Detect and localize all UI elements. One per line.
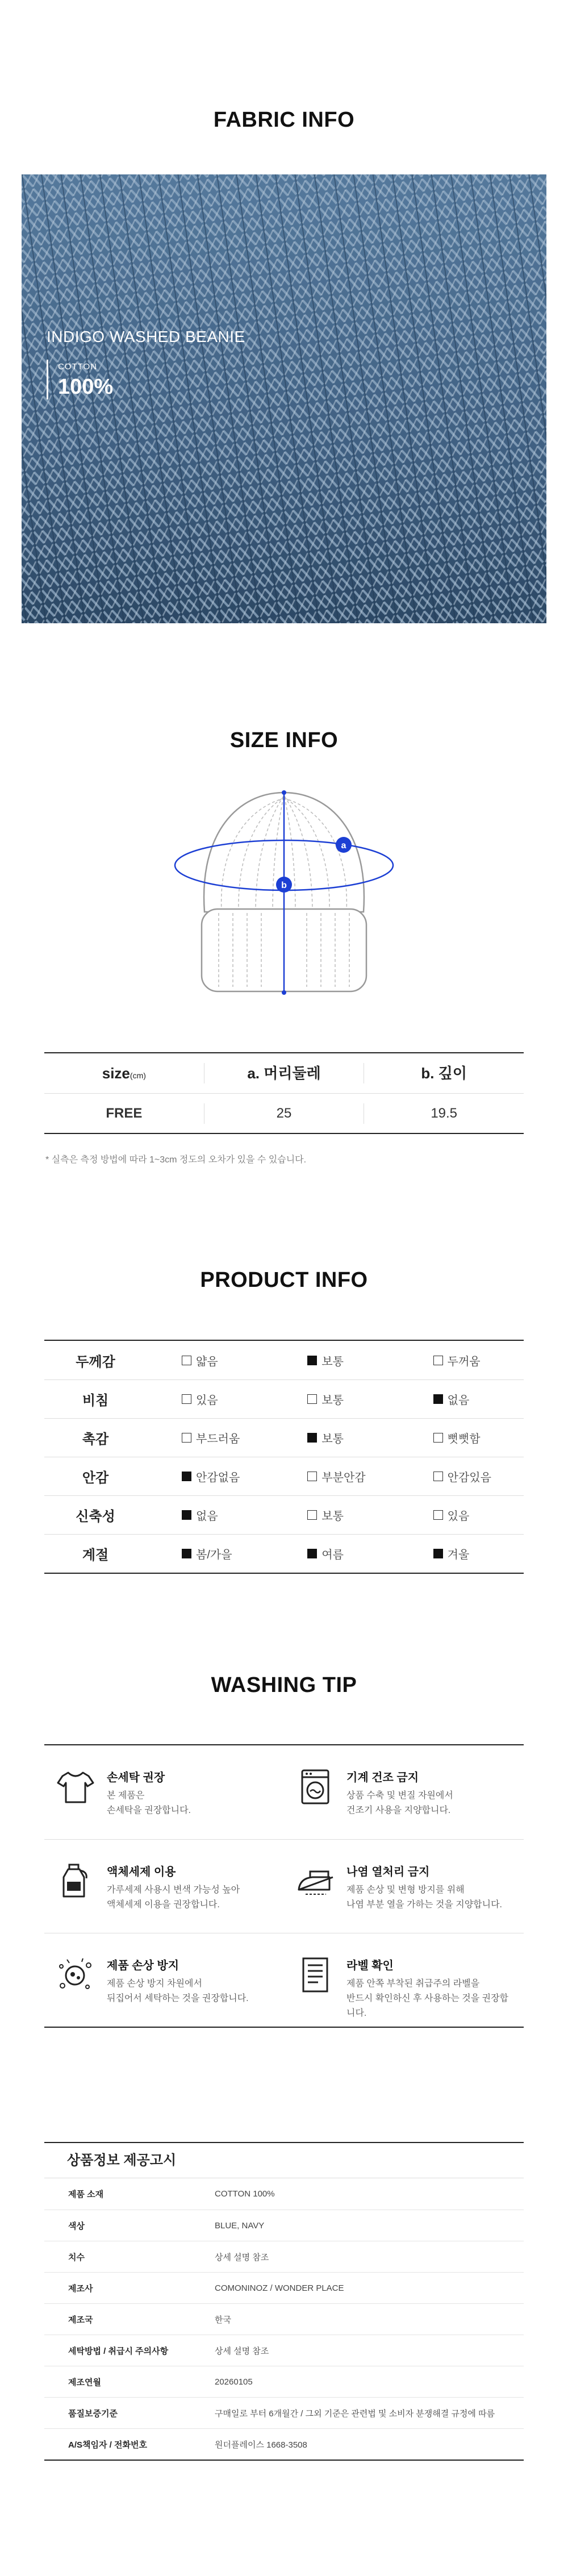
label-b-marker xyxy=(276,877,292,893)
label-b: b xyxy=(281,881,287,890)
checked-box-icon xyxy=(433,1549,443,1558)
notice-value: COTTON 100% xyxy=(215,2189,275,2199)
product-option xyxy=(398,1352,524,1369)
washing-tip-desc-line: 제품 손상 방지 차원에서 xyxy=(107,1979,202,1989)
washing-tip-item xyxy=(44,1745,284,1839)
product-option xyxy=(147,1545,272,1562)
washing-tip-desc xyxy=(107,1789,277,1818)
product-option xyxy=(272,1545,398,1562)
washing-tip-title: 제품 손상 방지 xyxy=(107,1960,179,1972)
product-option-label: 없음 xyxy=(447,1394,470,1407)
unchecked-box-icon xyxy=(433,1356,443,1365)
product-option-label: 겨울 xyxy=(447,1549,470,1561)
product-option xyxy=(272,1507,398,1523)
washing-tip-item xyxy=(284,1839,524,1933)
washing-tip-grid xyxy=(44,1744,524,2028)
product-option-label: 안감있음 xyxy=(447,1472,491,1484)
unchecked-box-icon xyxy=(182,1356,191,1365)
beanie-size-diagram xyxy=(170,787,398,1003)
checked-box-icon xyxy=(182,1510,191,1520)
product-info-table xyxy=(44,1340,524,1574)
checked-box-icon xyxy=(182,1472,191,1481)
fabric-divider xyxy=(47,360,48,399)
product-info-row xyxy=(44,1457,524,1495)
product-option xyxy=(398,1429,524,1446)
unchecked-box-icon xyxy=(307,1394,317,1404)
notice-value: 구매일로 부터 6개월간 / 그외 기준은 관련법 및 소비자 분쟁해결 규정에 따름 xyxy=(215,2408,495,2419)
washing-tip-title: 액체세제 이용 xyxy=(107,1866,176,1878)
product-option xyxy=(272,1429,398,1446)
washing-tip-desc xyxy=(107,1883,277,1912)
product-option-label: 여름 xyxy=(321,1549,344,1561)
notice-row xyxy=(44,2397,524,2428)
fabric-product-name: INDIGO WASHED BEANIE xyxy=(47,328,245,345)
unchecked-box-icon xyxy=(182,1394,191,1404)
notice-value: 상세 설명 참조 xyxy=(215,2252,269,2262)
product-option-label: 보통 xyxy=(321,1433,344,1445)
washing-tip-desc-line: 상품 수축 및 변질 자원에서 xyxy=(346,1791,453,1800)
product-option xyxy=(147,1391,272,1407)
washing-tip-desc-line: 제품 손상 및 변형 방지를 위해 xyxy=(346,1885,465,1895)
washing-tip-desc xyxy=(346,1883,517,1912)
product-info-row xyxy=(44,1341,524,1379)
notice-row xyxy=(44,2335,524,2366)
size-col-a: a. 머리둘레 xyxy=(204,1063,364,1083)
notice-row xyxy=(44,2241,524,2272)
product-option xyxy=(147,1352,272,1369)
product-info-row xyxy=(44,1418,524,1457)
washing-tip-desc-line: 제품 안쪽 부착된 취급주의 라벨을 xyxy=(346,1979,480,1989)
product-info-label: 계절 xyxy=(82,1548,109,1563)
product-option xyxy=(272,1391,398,1407)
unchecked-box-icon xyxy=(433,1472,443,1481)
product-option-label: 두꺼움 xyxy=(447,1355,481,1368)
washing-tip-desc-line: 본 제품은 xyxy=(107,1791,145,1800)
notice-value: 상세 설명 참조 xyxy=(215,2346,269,2356)
washing-tip-title: 손세탁 권장 xyxy=(107,1771,165,1784)
unchecked-box-icon xyxy=(182,1433,191,1443)
washing-tip-desc-line: 반드시 확인하신 후 사용하는 것을 권장합니다. xyxy=(346,1994,508,2018)
size-info-title: SIZE INFO xyxy=(229,728,339,752)
notice-value: 원더플레이스 1668-3508 xyxy=(215,2440,307,2450)
fabric-composition-value: 100% xyxy=(58,375,114,399)
product-option-label: 봄/가을 xyxy=(196,1549,232,1561)
washing-tip-desc xyxy=(346,1789,517,1818)
product-info-label: 촉감 xyxy=(82,1432,109,1447)
product-info-label: 안감 xyxy=(82,1470,109,1486)
product-option-label: 있음 xyxy=(196,1394,218,1407)
fabric-composition-label: COTTON xyxy=(58,362,98,372)
label-a-marker xyxy=(336,837,352,853)
tshirt-icon xyxy=(56,1767,95,1807)
notice-row xyxy=(44,2303,524,2335)
washing-tip-desc-line: 건조기 사용을 지양합니다. xyxy=(346,1806,451,1815)
size-a-value: 25 xyxy=(204,1103,364,1124)
washing-tip-desc-line: 뒤집어서 세탁하는 것을 권장합니다. xyxy=(107,1994,249,2003)
product-notice-table xyxy=(44,2142,524,2461)
product-option-label: 뻣뻣함 xyxy=(447,1433,481,1445)
checked-box-icon xyxy=(182,1549,191,1558)
product-option xyxy=(398,1545,524,1562)
size-note: * 실측은 측정 방법에 따라 1~3cm 정도의 오차가 있을 수 있습니다. xyxy=(45,1155,307,1165)
checked-box-icon xyxy=(307,1549,317,1558)
notice-label: 품질보증기준 xyxy=(68,2408,118,2419)
product-option xyxy=(398,1507,524,1523)
product-option-label: 없음 xyxy=(196,1510,218,1523)
notice-label: 제품 소재 xyxy=(68,2190,104,2199)
washing-tip-item xyxy=(284,1933,524,2027)
detergent-bottle-icon xyxy=(56,1861,95,1901)
notice-value: 20260105 xyxy=(215,2377,253,2387)
label-a: a xyxy=(341,841,346,851)
product-option xyxy=(147,1468,272,1485)
size-b-value: 19.5 xyxy=(364,1103,524,1124)
iron-icon xyxy=(295,1861,335,1901)
product-info-label: 두께감 xyxy=(76,1354,115,1370)
product-option-label: 있음 xyxy=(447,1510,470,1523)
product-option xyxy=(398,1391,524,1407)
unchecked-box-icon xyxy=(433,1510,443,1520)
product-option-label: 보통 xyxy=(321,1355,344,1368)
washing-tip-desc-line: 가루세제 사용시 변색 가능성 높아 xyxy=(107,1885,240,1895)
washing-tip-title: WASHING TIP xyxy=(211,1673,357,1697)
fabric-info-title: FABRIC INFO xyxy=(213,108,355,132)
notice-row xyxy=(44,2366,524,2397)
size-col-size: size(cm) xyxy=(102,1065,146,1082)
washing-tip-item xyxy=(44,1933,284,2027)
washing-tip-title: 기계 건조 금지 xyxy=(346,1771,419,1784)
washing-tip-item xyxy=(44,1839,284,1933)
product-info-label: 비침 xyxy=(82,1393,109,1408)
product-option-label: 부드러움 xyxy=(196,1433,240,1445)
product-option xyxy=(147,1507,272,1523)
product-option-label: 부분안감 xyxy=(321,1472,366,1484)
notice-label: 세탁방법 / 취급시 주의사항 xyxy=(68,2346,169,2356)
product-info-title: PRODUCT INFO xyxy=(200,1268,368,1292)
notice-title: 상품정보 제공고시 xyxy=(44,2143,524,2178)
notice-row xyxy=(44,2428,524,2460)
size-table-row xyxy=(44,1093,524,1133)
size-table xyxy=(44,1052,524,1134)
product-info-row xyxy=(44,1495,524,1534)
damage-prevention-icon xyxy=(56,1955,95,1995)
washing-tip-title: 나염 열처리 금지 xyxy=(346,1866,430,1878)
unchecked-box-icon xyxy=(307,1472,317,1481)
notice-label: 제조사 xyxy=(68,2283,93,2294)
checked-box-icon xyxy=(307,1356,317,1365)
washing-tip-desc-line: 액체세제 이용을 권장합니다. xyxy=(107,1900,220,1910)
washing-tip-title: 라벨 확인 xyxy=(346,1960,394,1972)
notice-row xyxy=(44,2272,524,2303)
product-option xyxy=(147,1429,272,1446)
notice-label: 색상 xyxy=(68,2221,85,2231)
label-document-icon xyxy=(295,1955,335,1995)
size-table-header xyxy=(44,1053,524,1093)
product-info-row xyxy=(44,1534,524,1573)
notice-value: COMONINOZ / WONDER PLACE xyxy=(215,2283,344,2293)
washing-machine-icon xyxy=(295,1767,335,1807)
size-free: FREE xyxy=(106,1105,143,1121)
washing-tip-desc xyxy=(346,1977,517,2021)
product-info-label: 신축성 xyxy=(76,1509,115,1524)
washing-tip-desc xyxy=(107,1977,277,2006)
product-option xyxy=(398,1468,524,1485)
checked-box-icon xyxy=(307,1433,317,1443)
product-option-label: 안감없음 xyxy=(196,1472,240,1484)
washing-tip-item xyxy=(284,1745,524,1839)
notice-label: A/S책임자 / 전화번호 xyxy=(68,2440,147,2450)
product-option xyxy=(272,1468,398,1485)
washing-tip-desc-line: 나염 부분 열을 가하는 것을 지양합니다. xyxy=(346,1900,502,1910)
product-option xyxy=(272,1352,398,1369)
notice-row xyxy=(44,2210,524,2241)
washing-tip-desc-line: 손세탁을 권장합니다. xyxy=(107,1806,191,1815)
notice-label: 치수 xyxy=(68,2252,85,2262)
product-option-label: 보통 xyxy=(321,1394,344,1407)
unchecked-box-icon xyxy=(433,1433,443,1443)
checked-box-icon xyxy=(433,1394,443,1404)
unchecked-box-icon xyxy=(307,1510,317,1520)
notice-label: 제조국 xyxy=(68,2315,93,2325)
notice-value: BLUE, NAVY xyxy=(215,2220,265,2231)
notice-value: 한국 xyxy=(215,2315,231,2325)
notice-row xyxy=(44,2178,524,2210)
size-col-b: b. 깊이 xyxy=(364,1063,524,1083)
product-option-label: 보통 xyxy=(321,1510,344,1523)
product-info-row xyxy=(44,1379,524,1418)
product-option-label: 얇음 xyxy=(196,1355,218,1368)
notice-label: 제조연월 xyxy=(68,2377,101,2387)
